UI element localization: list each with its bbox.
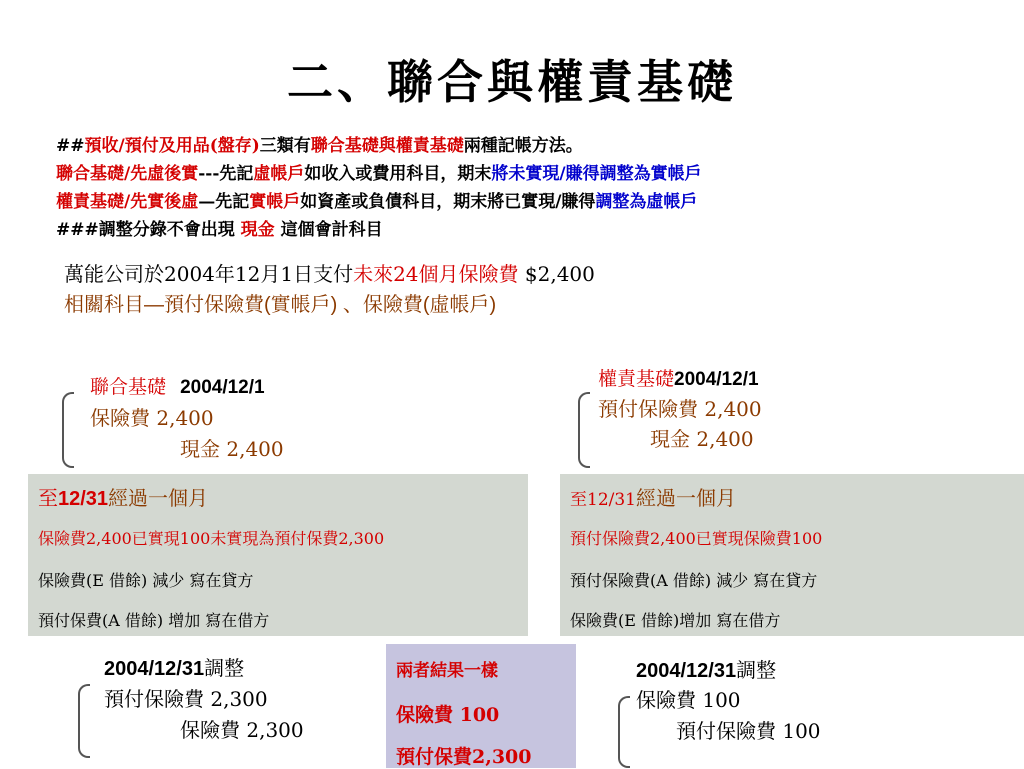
left-panel-heading — [38, 482, 208, 511]
intro-line-1 — [56, 131, 583, 156]
left-adjust-label: 調整 — [204, 658, 245, 680]
left-entry-header — [90, 372, 265, 399]
right-entry-basis: 權責基礎 — [598, 368, 675, 390]
right-panel — [560, 474, 1024, 636]
intro-3e: 調整為虛帳戶 — [595, 192, 698, 212]
left-adjust-debit: 預付保險費 2,300 — [104, 687, 268, 711]
intro-2b: ---先記 — [198, 164, 254, 184]
right-panel-heading-b: 經過一個月 — [636, 488, 736, 510]
left-entry-basis: 聯合基礎 — [90, 376, 167, 398]
example-line-1 — [64, 258, 595, 287]
right-entry-credit: 現金 2,400 — [650, 427, 754, 451]
intro-3a: 權責基礎/先實後虛 — [56, 192, 199, 212]
intro-line-2 — [56, 159, 702, 184]
intro-2c: 虛帳戶 — [253, 164, 305, 184]
left-panel — [28, 474, 528, 636]
left-entry-credit: 現金 2,400 — [180, 437, 284, 461]
result-line-3: 預付保費2,300 — [396, 746, 532, 768]
left-entry-debit: 保險費 2,400 — [90, 406, 214, 430]
example-line-2: 相關科目—預付保險費(實帳戶) 、保險費(虛帳戶) — [64, 294, 497, 316]
example-1b: 未來24個月保險費 — [353, 262, 519, 286]
right-entry-brace — [578, 392, 590, 468]
intro-2e: 將未實現/賺得調整為實帳戶 — [491, 164, 702, 184]
intro-1b: 預收/預付及用品(盤存) — [84, 136, 260, 156]
left-panel-heading-c: 經過一個月 — [108, 488, 209, 510]
right-panel-row-3: 保險費(E 借餘)增加 寫在借方 — [570, 611, 781, 630]
right-adjust-brace — [618, 696, 630, 768]
intro-line-4 — [56, 215, 383, 240]
right-entry-header — [598, 364, 759, 391]
intro-2a: 聯合基礎/先虛後實 — [56, 164, 199, 184]
left-panel-row-1: 保險費2,400已實現100未實現為預付保費2,300 — [38, 529, 385, 548]
result-line-1: 兩者結果一樣 — [396, 661, 498, 681]
left-panel-heading-a: 至 — [38, 488, 58, 510]
intro-4b: 現金 — [240, 220, 275, 240]
right-adjust-header — [636, 654, 776, 683]
intro-3d: 如資產或負債科目，期末將已實現/賺得 — [300, 192, 596, 212]
result-box — [386, 644, 576, 768]
intro-1c: 三類有 — [259, 136, 311, 156]
result-line-2: 保險費 100 — [396, 704, 500, 726]
right-panel-row-2: 預付保險費(A 借餘) 減少 寫在貸方 — [570, 571, 818, 590]
left-adjust-header — [104, 652, 244, 681]
right-adjust-date: 2004/12/31 — [636, 660, 737, 682]
intro-line-3 — [56, 187, 697, 212]
right-panel-row-1: 預付保險費2,400已實現保險費100 — [570, 529, 823, 548]
intro-2d: 如收入或費用科目，期末 — [304, 164, 492, 184]
left-adjust-date: 2004/12/31 — [104, 658, 205, 680]
right-panel-heading-a: 至12/31 — [570, 490, 636, 510]
intro-3b: —先記 — [198, 192, 250, 212]
left-panel-heading-b: 12/31 — [58, 488, 109, 510]
left-entry-brace — [62, 392, 74, 468]
left-adjust-brace — [78, 684, 90, 758]
right-adjust-debit: 保險費 100 — [636, 688, 741, 712]
left-entry-date: 2004/12/1 — [180, 377, 265, 398]
right-adjust-label: 調整 — [736, 660, 777, 682]
left-adjust-credit: 保險費 2,300 — [180, 718, 304, 742]
example-1c: $2,400 — [518, 262, 595, 286]
intro-1e: 兩種記帳方法。 — [463, 136, 583, 156]
left-panel-row-2: 保險費(E 借餘) 減少 寫在貸方 — [38, 571, 254, 590]
right-entry-debit: 預付保險費 2,400 — [598, 397, 762, 421]
right-adjust-credit: 預付保險費 100 — [676, 719, 821, 743]
intro-1a: ## — [56, 136, 85, 156]
page-title: 二、聯合與權責基礎 — [287, 55, 737, 109]
intro-3c: 實帳戶 — [249, 192, 301, 212]
left-panel-row-3: 預付保費(A 借餘) 增加 寫在借方 — [38, 611, 270, 630]
intro-4a: ###調整分錄不會出現 — [56, 220, 241, 240]
intro-1d: 聯合基礎與權責基礎 — [310, 136, 464, 156]
right-panel-heading — [570, 482, 736, 511]
intro-4c: 這個會計科目 — [274, 220, 383, 240]
right-entry-date: 2004/12/1 — [674, 369, 759, 390]
example-1a: 萬能公司於2004年12月1日支付 — [64, 262, 354, 286]
